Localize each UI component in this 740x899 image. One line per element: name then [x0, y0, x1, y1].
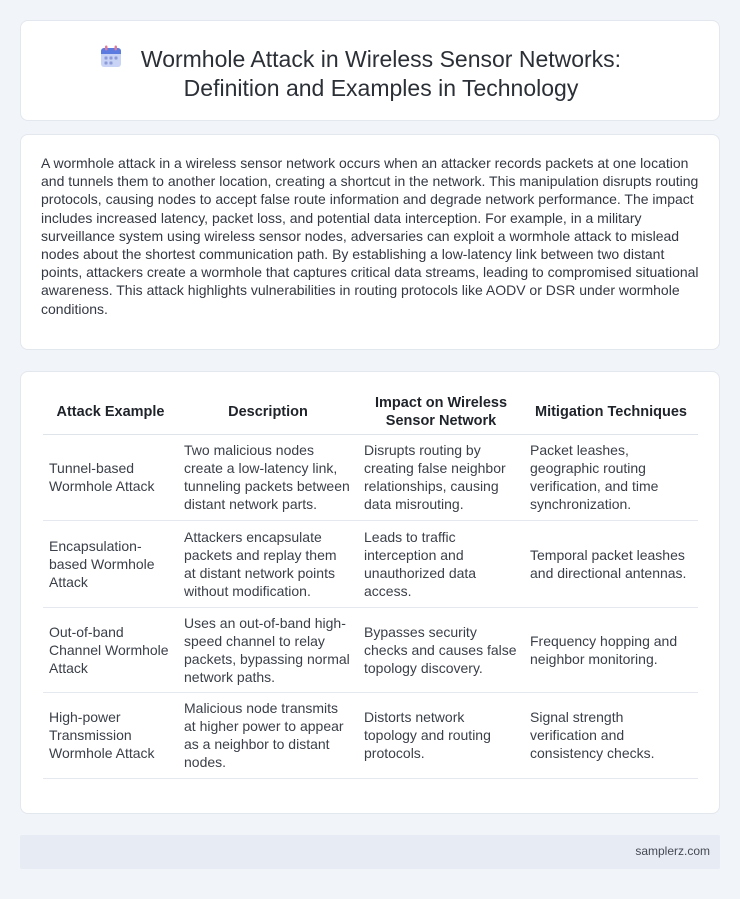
table-card: [20, 371, 720, 814]
table-row: [43, 607, 698, 692]
table-row: [43, 520, 698, 607]
footer-site-link[interactable]: samplerz.com: [635, 844, 710, 858]
cell-mitigation: Frequency hopping and neighbor monitoring.: [524, 607, 698, 692]
cell-impact: Leads to traffic interception and unauthorized data access.: [358, 520, 524, 607]
attack-table: [43, 390, 698, 779]
cell-description: Uses an out-of-band high-speed channel to relay packets, bypassing normal network paths.: [178, 607, 358, 692]
table-row: [43, 692, 698, 778]
cell-mitigation: Temporal packet leashes and directional antennas.: [524, 520, 698, 607]
intro-card: [20, 134, 720, 350]
cell-impact: Distorts network topology and routing protocols.: [358, 692, 524, 778]
table-header-row: [43, 390, 698, 434]
title-line-2: Definition and Examples in Technology: [183, 75, 579, 101]
intro-paragraph: A wormhole attack in a wireless sensor network occurs when an attacker records packets at one location and tunnels them to another location, creating a shortcut in the network. This manipulation disrupts routing protocols, causing nodes to accept false route information and degrade network performance. The impact includes increased latency, packet loss, and potential data interception. For example, in a military surveillance system using wireless sensor nodes, adversaries can exploit a wormhole attack to mislead nodes about the shortest communication path. By establishing a low-latency link between two distant points, attackers create a wormhole that captures critical data streams, leading to compromised situational awareness. This attack highlights vulnerabilities in routing protocols like AODV or DSR under wormhole conditions.: [41, 155, 699, 317]
cell-attack-example: Tunnel-based Wormhole Attack: [43, 434, 178, 520]
page-title: [21, 45, 719, 103]
cell-description: Attackers encapsulate packets and replay them at distant network points without modification.: [178, 520, 358, 607]
cell-attack-example: Out-of-band Channel Wormhole Attack: [43, 607, 178, 692]
header-attack-example: Attack Example: [43, 390, 178, 434]
title-line-1: Wormhole Attack in Wireless Sensor Networks:: [140, 46, 622, 72]
cell-mitigation: Signal strength verification and consistency checks.: [524, 692, 698, 778]
title-card: [20, 20, 720, 121]
cell-attack-example: Encapsulation-based Wormhole Attack: [43, 520, 178, 607]
cell-impact: Bypasses security checks and causes false topology discovery.: [358, 607, 524, 692]
table-row: [43, 434, 698, 520]
header-mitigation: Mitigation Techniques: [524, 390, 698, 434]
footer-bar: [20, 835, 720, 869]
cell-attack-example: High-power Transmission Wormhole Attack: [43, 692, 178, 778]
header-description: Description: [178, 390, 358, 434]
cell-mitigation: Packet leashes, geographic routing verification, and time synchronization.: [524, 434, 698, 520]
cell-description: Two malicious nodes create a low-latency link, tunneling packets between distant network parts.: [178, 434, 358, 520]
header-impact: Impact on Wireless Sensor Network: [358, 390, 524, 434]
cell-description: Malicious node transmits at higher power to appear as a neighbor to distant nodes.: [178, 692, 358, 778]
cell-impact: Disrupts routing by creating false neighbor relationships, causing data misrouting.: [358, 434, 524, 520]
